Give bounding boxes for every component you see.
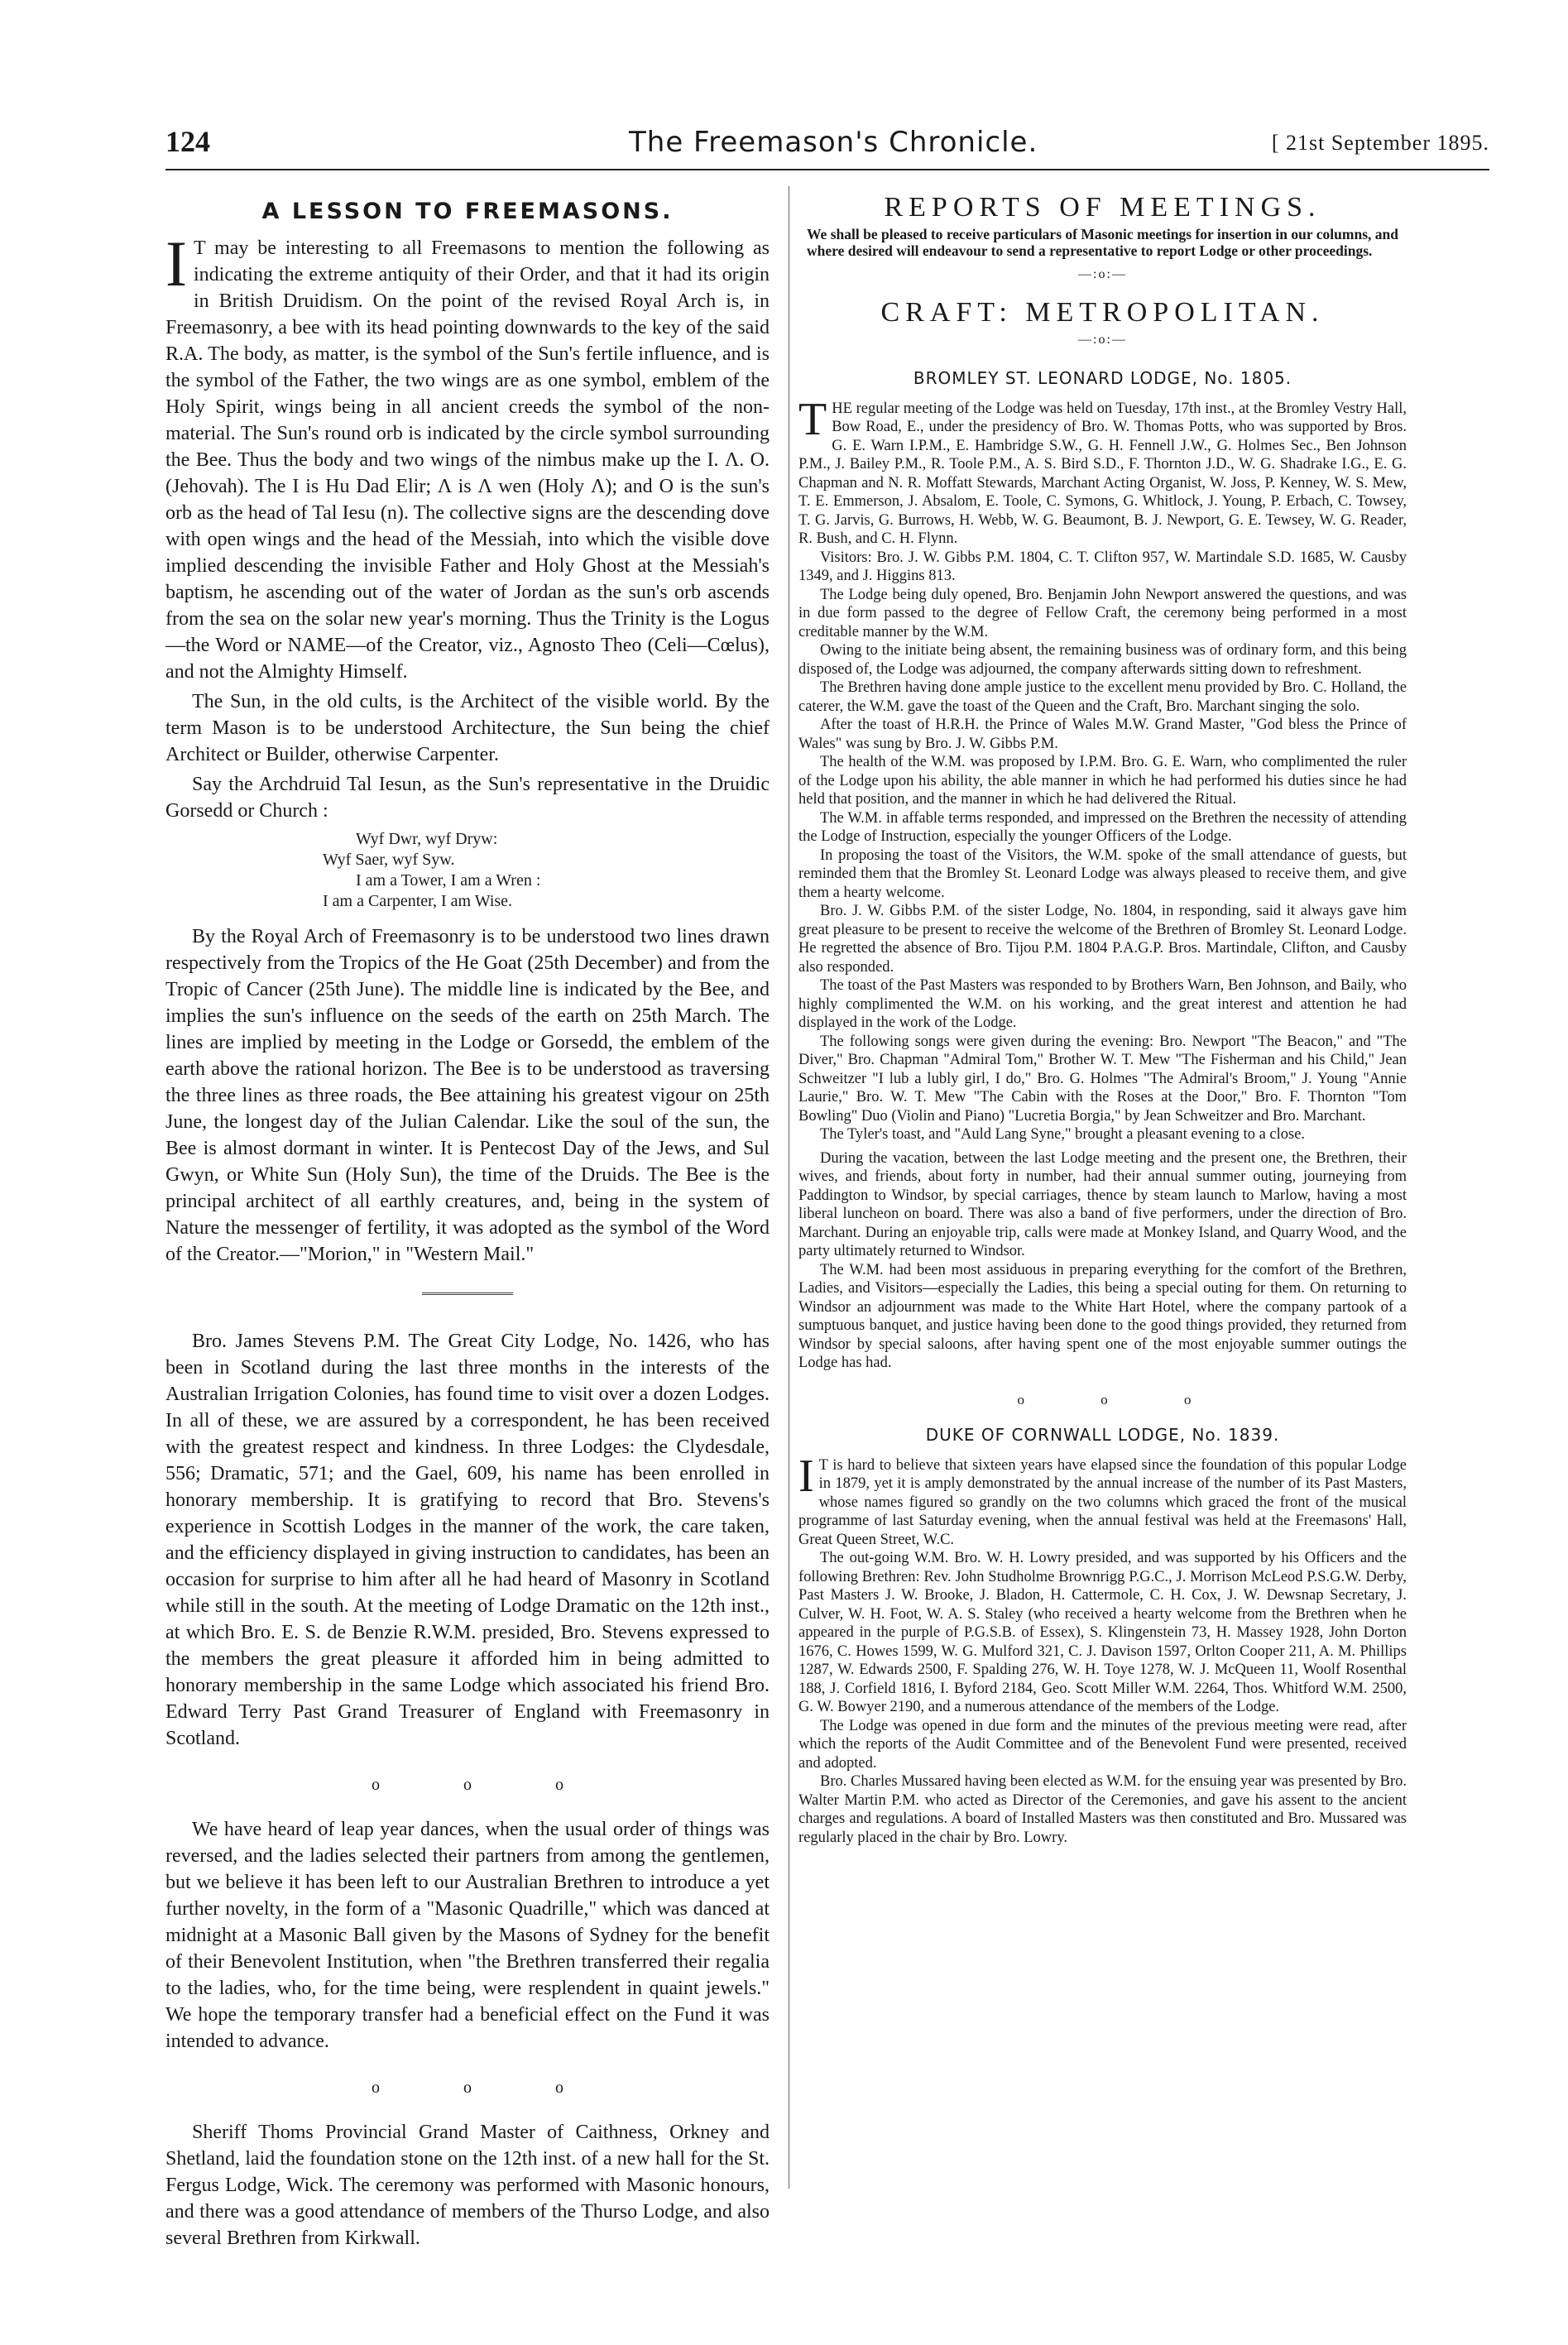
lesson-text: T may be interesting to all Freemasons to mention the following as indicating the extreme antiquity of their Order, and that it had its origin in British Druidism. On the point of the revised Royal Arch is, in Freemasonry, a bee with its head pointing downwards to the key of the said R.A. The body, as matter, is the symbol of the Sun's fertile influence, and is the symbol of the Father, the two wings are as one symbol, emblem of the Holy Spirit, wings being in all ancient creeds the symbol of the non-material. The Sun's round orb is indicated by the circle symbol surrounding the Bee. Thus the body and two wings of the nimbus make up the I. Λ. O. (Jehovah). The I is Hu Dad Elir; Λ is Λ wen (Holy Λ); and O is the sun's orb as the head of Tal Iesu (n). The collective signs are the descending dove with open wings and the head of the Messiah, into which the visible dove implied descending the invisible Father and Holy Ghost at the Messiah's baptism, he ascending out of the water of Jordan as the sun's orb ascends from the sea on the solar new year's morning. Thus the Trinity is the Logus—the Word or NAME—of the Creator, viz., Agnosto Theo (Celi—Cœlus), and not the Almighty Himself. xyxy=(165,237,770,683)
section-divider xyxy=(422,1292,513,1295)
report-paragraph: The W.M. had been most assiduous in preparing everything for the comfort of the Brethren, Ladies, and Visitors—especially the Ladies, this being a special outing for them. On returning to Windsor an adjournment was made to the White Hart Hotel, where the company partook of a sumptuous banquet, and justice having been done to the good things provided, they returned from Windsor by special saloons, after having spent one of the most enjoyable summer outings the Lodge has had. xyxy=(798,1261,1407,1371)
stevens-paragraph: Bro. James Stevens P.M. The Great City Lodge, No. 1426, who has been in Scotland during the last three months in the interests of the Australian Irrigation Colonies, has found time to visit over a dozen Lodges. In all of these, we are assured by a correspondent, he has been received with the greatest respect and kindness. In three Lodges: the Clydesdale, 556; Dramatic, 571; and the Gael, 609, his name has been enrolled in honorary membership. It is gratifying to record that Bro. Stevens's experience in Scottish Lodges in the manner of the work, the care taken, and the efficiency displayed in giving instruction to candidates, has been an occasion for surprise to him after all he had heard of Masonry in Scotland while still in the south. At the meeting of Lodge Dramatic on the 12th inst., at which Bro. E. S. de Benzie R.W.M. presided, Bro. Stevens expressed to the members the great pleasure it afforded him in being admitted to honorary membership in the same Lodge which associated his friend Bro. Edward Terry Past Grand Treasurer of England with Freemasonry in Scotland. xyxy=(165,1331,770,1749)
ornament-separator: o o o xyxy=(372,2079,603,2097)
lesson-paragraph: Say the Archdruid Tal Iesun, as the Sun's representative in the Druidic Gorsedd or Church : xyxy=(165,774,770,822)
rule-separator: —:o:— xyxy=(1078,332,1127,347)
lesson-paragraph xyxy=(165,228,770,685)
ornament-separator: o o o xyxy=(372,1776,603,1794)
page-header xyxy=(165,124,1489,170)
verse-line: I am a Tower, I am a Wren : xyxy=(356,871,541,890)
report-paragraph: Visitors: Bro. J. W. Gibbs P.M. 1804, C. T. Clifton 957, W. Martindale S.D. 1685, W. Causby 1349, and J. Higgins 813. xyxy=(798,549,1407,584)
report-paragraph: Bro. J. W. Gibbs P.M. of the sister Lodge, No. 1804, in responding, said it always gave him great pleasure to be present to receive the welcome of the Brethren of Bromley St. Leonard Lodge. He regretted the absence of Bro. Tijou P.M. 1804 P.A.G.P. Bros. Martindale, Clifton, and Causby also responded. xyxy=(798,903,1407,976)
ornament-separator: o o o xyxy=(1017,1391,1228,1407)
paper-title: The Freemason's Chronicle. xyxy=(629,126,1038,159)
page-number: 124 xyxy=(165,125,210,158)
report-text: T is hard to believe that sixteen years have elapsed since the foundation of this popular Lodge in 1879, yet it is amply demonstrated by the annual increase of the number of its Past Masters, whose names figured so grandly on the two columns which graced the front of the musical programme of last Saturday evening, when the annual festival was held at the Freemasons' Hall, Great Queen Street, W.C. xyxy=(798,1456,1407,1548)
report-paragraph: In proposing the toast of the Visitors, the W.M. spoke of the small attendance of guests, but reminded them that the Bromley St. Leonard Lodge was always pleased to receive them, and give them a hearty welcome. xyxy=(798,846,1407,901)
drop-cap: T xyxy=(798,393,827,445)
rule-separator: —:o:— xyxy=(1078,266,1127,281)
report-paragraph: Bro. Charles Mussared having been elected as W.M. for the ensuing year was presented by Bro. Walter Martin P.M. who acted as Director of the Ceremonies, and gave his assent to the ancient charges and regulations. A board of Installed Masters was then constituted and Bro. Mussared was regularly placed in the chair by Bro. Lowry. xyxy=(798,1773,1407,1846)
report-paragraph: The Lodge was opened in due form and the minutes of the previous meeting were read, after which the reports of the Audit Committee and of the Benevolent Fund were presented, received and adopted. xyxy=(798,1717,1407,1772)
report-text: HE regular meeting of the Lodge was held on Tuesday, 17th inst., at the Bromley Vestry Hall, Bow Road, E., under the presidency of Bro. W. Thomas Potts, who was supported by Bros. G. E. Warn I.P.M., E. Hambridge S.W., G. H. Fennell J.W., G. Holmes Sec., Ben Johnson P.M., J. Bailey P.M., R. Toole P.M., A. S. Bird S.D., F. Thornton J.D., W. G. Shadrake I.G., E. G. Chapman and N. R. Moffatt Stewards, Marchant Acting Organist, W. Joss, P. Kenney, W. S. Mew, T. E. Emmerson, J. Absalom, E. Toole, C. Symons, G. Whitlock, J. Young, P. Erbach, C. Towsey, T. G. Jarvis, G. Burrows, H. Webb, W. G. Beaumont, B. J. Newport, G. E. Tewsey, W. G. Reader, R. Bush, and C. H. Flynn. xyxy=(798,400,1407,547)
report-paragraph xyxy=(798,1450,1407,1550)
craft-title: CRAFT: METROPOLITAN. xyxy=(880,297,1325,328)
report-paragraph: The Lodge being duly opened, Bro. Benjamin John Newport answered the questions, and was in due form passed to the degree of Fellow Craft, the ceremony being performed in a most creditable manner by the W.M. xyxy=(798,586,1407,640)
verse-line: I am a Carpenter, I am Wise. xyxy=(323,892,513,910)
verse-line: Wyf Dwr, wyf Dryw: xyxy=(356,830,498,848)
report-paragraph: The out-going W.M. Bro. W. H. Lowry presided, and was supported by his Officers and the following Brethren: Rev. John Studholme Brownrigg P.G.C., J. Morrison McLeod P.S.G.W. Derby, Past Masters J. W. Brooke, J. Bladon, H. Cattermole, C. H. Cox, J. W. Dewsnap Secretary, J. Culver, W. H. Foot, W. A. S. Staley (who received a hearty welcome from the Brethren when he appeared in the purple of P.G.S.B. of Essex), S. Klingenstein 73, H. Massey 1928, John Dorton 1676, C. Howes 1599, W. G. Mulford 321, C. J. Davison 1597, Orlton Cooper 211, A. M. Phillips 1287, W. Edwards 2500, F. Spalding 276, W. H. Toye 1278, W. J. McQueen 11, Woolf Rosenthal 188, J. Corfield 1816, I. Byford 2184, Geo. Scott Miller W.M. 2264, Thos. Whitford W.M. 2500, G. W. Bowyer 2190, and a numerous attendance of the members of the Lodge. xyxy=(798,1550,1407,1715)
report-paragraph: The health of the W.M. was proposed by I.P.M. Bro. G. E. Warn, who complimented the ruler of the Lodge upon his ability, the able manner in which he had performed his duties since he had held that position, and the manner in which he had delivered the Ritual. xyxy=(798,754,1407,808)
cornwall-heading: DUKE OF CORNWALL LODGE, No. 1839. xyxy=(925,1425,1280,1445)
report-paragraph xyxy=(798,393,1407,549)
left-column xyxy=(165,199,770,2255)
leap-year-paragraph: We have heard of leap year dances, when the usual order of things was reversed, and the ladies selected their partners from among the gentlemen, but we believe it has been left to our Australian Brethren to introduce a yet further novelty, in the form of a "Masonic Quadrille," which was danced at midnight at a Masonic Ball given by the Masons of Sydney for the benefit of their Benevolent Institution, when "the Brethren transferred their regalia to the ladies, who, for the time being, were resplendent in quaint jewels." We hope the temporary transfer had a beneficial effect on the Fund it was intended to advance. xyxy=(165,1819,770,2052)
report-paragraph: The Tyler's toast, and "Auld Lang Syne," brought a pleasant evening to a close. xyxy=(820,1126,1306,1143)
report-paragraph: Owing to the initiate being absent, the remaining business was of ordinary form, and this being disposed of, the Lodge was adjourned, the company afterwards sitting down to refreshment. xyxy=(798,642,1407,678)
lesson-title: A LESSON TO FREEMASONS. xyxy=(261,199,674,224)
report-paragraph: During the vacation, between the last Lodge meeting and the present one, the Brethren, their wives, and friends, about forty in number, had their annual summer outing, journeying from Paddington to Windsor, by special carriages, thence by steam launch to Marlow, having a most liberal luncheon on board. There was also a band of five performers, under the direction of Bro. Marchant. During an enjoyable trip, calls were made at Monkey Island, and Quarry Wood, and the party ultimately returned to Windsor. xyxy=(798,1149,1407,1259)
report-paragraph: The W.M. in affable terms responded, and impressed on the Brethren the necessity of attending the Lodge of Instruction, especially the younger Officers of the Lodge. xyxy=(798,809,1407,845)
issue-date: [ 21st September 1895. xyxy=(1271,131,1489,155)
report-paragraph: The Brethren having done ample justice to the excellent menu provided by Bro. C. Holland, the caterer, the W.M. gave the toast of the Queen and the Craft, Bro. Marchant singing the solo. xyxy=(798,679,1407,715)
report-paragraph: The toast of the Past Masters was responded to by Brothers Warn, Ben Johnson, and Baily, who highly complimented the W.M. on his working, and the great interest and attention he had displayed in the work of the Lodge. xyxy=(798,977,1407,1031)
sheriff-paragraph: Sheriff Thoms Provincial Grand Master of Caithness, Orkney and Shetland, laid the foundation stone on the 12th inst. of a new hall for the St. Fergus Lodge, Wick. The ceremony was performed with Masonic honours, and there was a good attendance of members of the Thurso Lodge, and also several Brethren from Kirkwall. xyxy=(165,2122,770,2249)
lesson-paragraph: By the Royal Arch of Freemasonry is to be understood two lines drawn respectively from the Tropics of the He Goat (25th December) and from the Tropic of Cancer (25th June). The middle line is indicated by the Bee, and implies the sun's influence on the seeds of the earth on 25th March. The lines are implied by meeting in the Lodge or Gorsedd, the emblem of the earth above the rational horizon. The Bee is to be understood as traversing the three lines as three roads, the Bee attaining his greatest vigour on 25th June, the longest day of the Julian Calendar. Like the soul of the sun, the Bee is almost dormant in winter. It is Pentecost Day of the Jews, and Sul Gwyn, or White Sun (Holy Sun), the time of the Druids. The Bee is the principal architect of all earthly creatures, and, being in the system of Nature the messenger of fertility, it was adopted as the symbol of the Word of the Creator.—"Morion," in "Western Mail." xyxy=(165,926,770,1265)
report-paragraph: After the toast of H.R.H. the Prince of Wales M.W. Grand Master, "God bless the Prince of Wales" was sung by Bro. J. W. Gibbs P.M. xyxy=(798,717,1407,752)
drop-cap: I xyxy=(798,1450,814,1502)
right-column xyxy=(798,192,1407,1847)
lesson-paragraph: The Sun, in the old cults, is the Architect of the visible world. By the term Mason is to be understood Architecture, the Sun being the chief Architect or Builder, otherwise Carpenter. xyxy=(165,691,770,765)
header-rule xyxy=(165,169,1489,170)
verse-line: Wyf Saer, wyf Syw. xyxy=(323,851,455,869)
drop-cap: I xyxy=(165,228,187,300)
bromley-heading: BROMLEY ST. LEONARD LODGE, No. 1805. xyxy=(913,368,1292,388)
reports-intro: We shall be pleased to receive particulars of Masonic meetings for insertion in our columns, and where desired will endeavour to send a representative to report Lodge or other proceedings. xyxy=(807,225,1398,259)
report-paragraph: The following songs were given during the evening: Bro. Newport "The Beacon," and "The Diver," Bro. Chapman "Admiral Tom," Brother W. T. Mew "The Fisherman and his Child," Jean Schweitzer "I lub a lubly girl, I do," Bro. G. Holmes "The Admiral's Broom," J. Young "Annie Laurie," Bro. W. T. Mew "The Cabin with the Roses at the Door," Bro. F. Thornton "Tom Bowling" Duo (Violin and Piano) "Lucretia Borgia," by Jean Schweitzer and Bro. Marchant. xyxy=(798,1033,1407,1125)
druidic-verse xyxy=(323,829,770,912)
reports-title: REPORTS OF MEETINGS. xyxy=(884,192,1321,223)
